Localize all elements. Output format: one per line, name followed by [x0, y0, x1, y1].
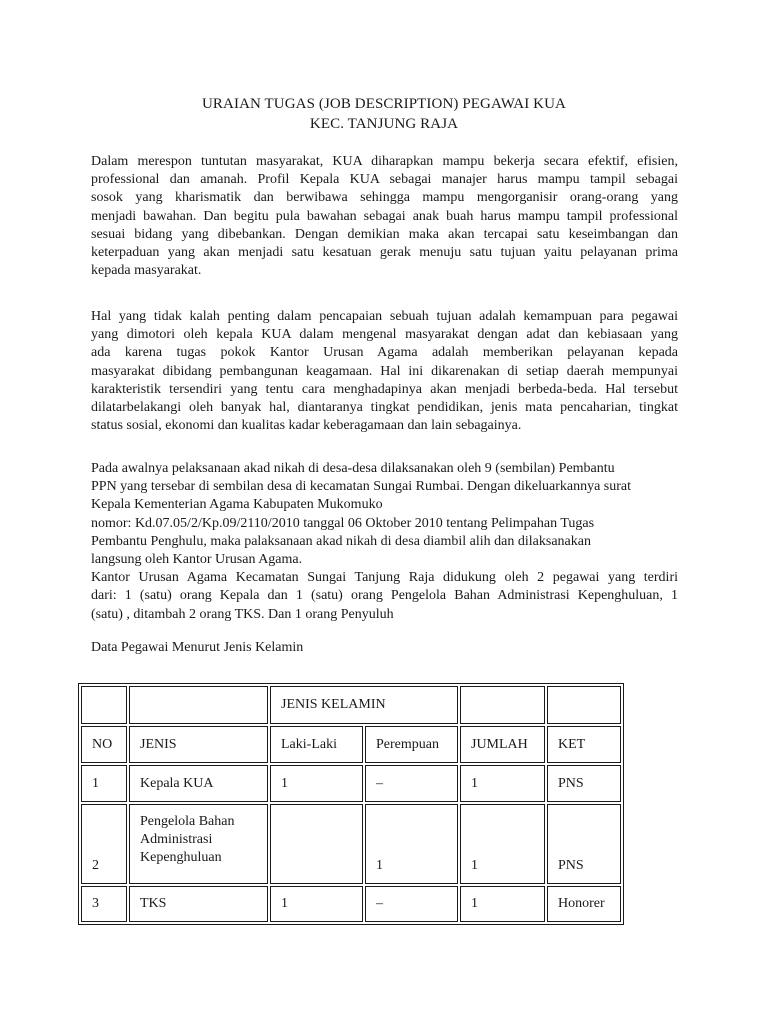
- cell-perempuan: 1: [365, 804, 458, 884]
- paragraph-line: Kepala Kementerian Agama Kabupaten Mukomuko: [91, 497, 383, 513]
- employee-gender-table: [78, 683, 624, 925]
- header-ket: KET: [547, 726, 621, 763]
- cell-jenis-line: Pengelola Bahan: [140, 814, 235, 829]
- header-jenis: JENIS: [129, 726, 268, 763]
- paragraph-line: Pada awalnya pelaksanaan akad nikah di desa-desa dilaksanakan oleh 9 (sembilan) Pembantu: [91, 461, 615, 476]
- paragraph-line: professional dan amanah. Profil Kepala KUA sebagai manajer harus mampu tampil sebagai: [91, 172, 678, 188]
- table-cell: [81, 686, 127, 724]
- table-group-header-row: [81, 686, 621, 724]
- cell-jumlah: 1: [460, 886, 545, 922]
- paragraph-line: masyarakat dibidang pembangunan keagamaan. Hal ini dikarenakan di setiap daerah mempunyai: [91, 363, 678, 379]
- paragraph-line: sesuai bidang yang dibebankan. Dengan demikian maka akan tercapai satu keseimbangan dan: [91, 226, 678, 242]
- table-cell: [460, 686, 545, 724]
- cell-perempuan: –: [365, 886, 458, 922]
- header-laki-laki: Laki-Laki: [270, 726, 363, 763]
- paragraph-line: Hal yang tidak kalah penting dalam pencapaian sebuah tujuan adalah kemampuan para pegawai: [91, 309, 678, 324]
- header-perempuan: Perempuan: [365, 726, 458, 763]
- cell-no: 3: [81, 886, 127, 922]
- cell-ket: PNS: [547, 765, 621, 802]
- cell-laki-laki: [270, 804, 363, 884]
- paragraph-line: dari: 1 (satu) orang Kepala dan 1 (satu) orang Pengelola Bahan Administrasi Kepenghuluan, 1: [91, 588, 678, 604]
- paragraph-line: menjadi bawahan. Dan begitu pula bawahan sebagai anak buah harus mampu tampil professional: [91, 208, 678, 224]
- table-cell: [129, 686, 268, 724]
- table-cell: [547, 686, 621, 724]
- header-no: NO: [81, 726, 127, 763]
- paragraph-line: ada karena tugas pokok Kantor Urusan Agama adalah memberikan pelayanan kepada: [91, 345, 678, 361]
- paragraph-line: nomor: Kd.07.05/2/Kp.09/2110/2010 tanggal 06 Oktober 2010 tentang Pelimpahan Tugas: [91, 515, 595, 531]
- cell-jenis: Kepala KUA: [129, 765, 268, 802]
- cell-ket: PNS: [547, 804, 621, 884]
- table-header-row: [81, 726, 621, 763]
- cell-jumlah: 1: [460, 804, 545, 884]
- cell-ket: Honorer: [547, 886, 621, 922]
- paragraph-line: karakteristik tersendiri yang tentu cara menghadapinya akan menjadi berbeda-beda. Hal tersebut: [91, 381, 678, 397]
- cell-no: 1: [81, 765, 127, 802]
- cell-jumlah: 1: [460, 765, 545, 802]
- paragraph-3: [91, 460, 678, 624]
- table-row: [81, 886, 621, 922]
- paragraph-line: status sosial, ekonomi dan kualitas kadar keberagamaan dan lain sebagainya.: [91, 418, 522, 434]
- group-header-jenis-kelamin: JENIS KELAMIN: [270, 686, 458, 724]
- cell-jenis-line: Kepenghuluan: [140, 850, 222, 865]
- paragraph-line: yang dimotori oleh kepala KUA dalam mengenal masyarakat dengan adat dan kebiasaan yang: [91, 327, 678, 343]
- cell-laki-laki: 1: [270, 886, 363, 922]
- cell-laki-laki: 1: [270, 765, 363, 802]
- cell-jenis: [129, 804, 268, 884]
- paragraph-line: langsung oleh Kantor Urusan Agama.: [91, 552, 303, 568]
- cell-jenis: TKS: [129, 886, 268, 922]
- paragraph-line: kepada masyarakat.: [91, 263, 202, 279]
- paragraph-line: dilatarbelakangi oleh banyak hal, diantaranya tingkat pendidikan, jenis mata pencaharian, tingkat: [91, 400, 678, 416]
- cell-no: 2: [81, 804, 127, 884]
- paragraph-line: Dalam merespon tuntutan masyarakat, KUA diharapkan mampu bekerja secara efektif, efisien,: [91, 154, 678, 169]
- paragraph-line: Kantor Urusan Agama Kecamatan Sungai Tanjung Raja didukung oleh 2 pegawai yang terdiri: [91, 570, 678, 586]
- document-title: URAIAN TUGAS (JOB DESCRIPTION) PEGAWAI KUA: [202, 96, 566, 112]
- paragraph-1: [91, 153, 678, 280]
- paragraph-2: [91, 308, 678, 435]
- cell-perempuan: –: [365, 765, 458, 802]
- paragraph-line: (satu) , ditambah 2 orang TKS. Dan 1 orang Penyuluh: [91, 606, 394, 622]
- cell-jenis-line: Administrasi: [140, 832, 213, 847]
- paragraph-line: PPN yang tersebar di sembilan desa di kecamatan Sungai Rumbai. Dengan dikeluarkannya surat: [91, 479, 632, 495]
- header-jumlah: JUMLAH: [460, 726, 545, 763]
- table-caption: Data Pegawai Menurut Jenis Kelamin: [91, 640, 304, 655]
- document-subtitle: KEC. TANJUNG RAJA: [309, 116, 459, 132]
- table-row: [81, 765, 621, 802]
- paragraph-line: sosok yang kharismatik dan berwibawa sehingga mampu mengorganisir orang-orang yang: [91, 190, 678, 206]
- paragraph-line: Pembantu Penghulu, maka palaksanaan akad nikah di desa diambil alih dan dilaksanakan: [91, 533, 591, 549]
- paragraph-line: keterpaduan yang akan menjadi satu kesatuan gerak menuju satu tujuan yaitu pelayanan prima: [91, 245, 678, 261]
- table-row: [81, 804, 621, 884]
